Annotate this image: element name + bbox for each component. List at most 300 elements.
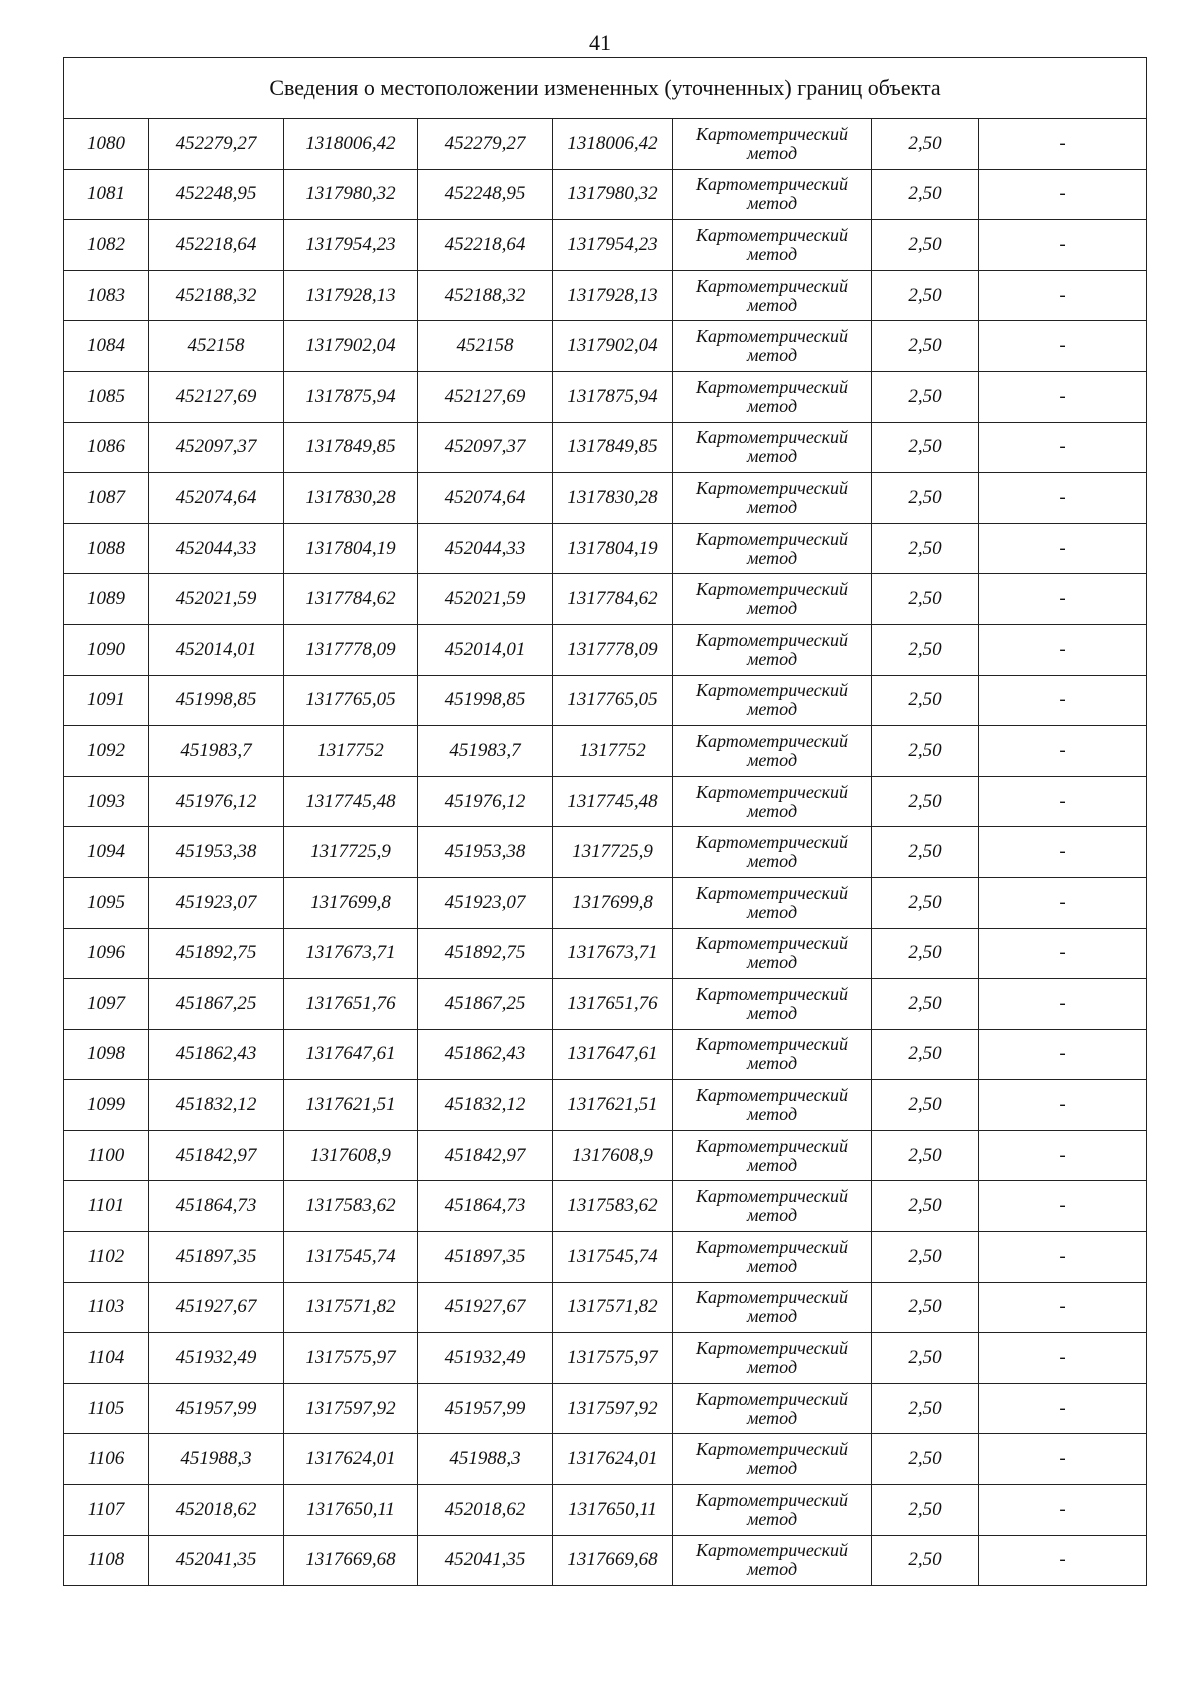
method-text: метод — [746, 1053, 798, 1074]
accuracy-cell: 2,50 — [872, 220, 979, 271]
refined-x-cell: 451983,7 — [418, 726, 553, 777]
description-cell: - — [979, 1333, 1147, 1384]
refined-y-cell: 1317752 — [553, 726, 673, 777]
table-row — [64, 422, 1147, 473]
point-number-cell: 1088 — [64, 523, 149, 574]
method-text: Картометрический — [695, 933, 848, 954]
refined-y-cell: 1318006,42 — [553, 119, 673, 170]
table-row — [64, 473, 1147, 524]
table-row — [64, 1232, 1147, 1283]
method-cell — [673, 776, 872, 827]
method-cell — [673, 1434, 872, 1485]
refined-y-cell: 1317608,9 — [553, 1130, 673, 1181]
existing-y-cell: 1317608,9 — [284, 1130, 418, 1181]
accuracy-cell: 2,50 — [872, 321, 979, 372]
refined-x-cell: 452279,27 — [418, 119, 553, 170]
method-text: Картометрический — [695, 477, 848, 498]
method-text: Картометрический — [695, 1540, 848, 1561]
refined-y-cell: 1317647,61 — [553, 1029, 673, 1080]
method-text: метод — [746, 496, 798, 517]
method-text: Картометрический — [695, 983, 848, 1004]
existing-y-cell: 1317778,09 — [284, 624, 418, 675]
method-text: метод — [746, 1407, 798, 1428]
method-text: метод — [746, 749, 798, 770]
point-number-cell: 1097 — [64, 979, 149, 1030]
method-text: метод — [746, 446, 798, 467]
table-row — [64, 1535, 1147, 1586]
existing-x-cell: 452158 — [149, 321, 284, 372]
existing-y-cell: 1317902,04 — [284, 321, 418, 372]
method-text: метод — [746, 800, 798, 821]
point-number-cell: 1083 — [64, 270, 149, 321]
description-cell: - — [979, 574, 1147, 625]
method-text: Картометрический — [695, 579, 848, 600]
method-cell — [673, 1333, 872, 1384]
existing-x-cell: 452127,69 — [149, 371, 284, 422]
method-cell — [673, 574, 872, 625]
description-cell: - — [979, 523, 1147, 574]
existing-x-cell: 451976,12 — [149, 776, 284, 827]
refined-x-cell: 452218,64 — [418, 220, 553, 271]
table-row — [64, 1130, 1147, 1181]
refined-y-cell: 1317745,48 — [553, 776, 673, 827]
method-text: Картометрический — [695, 1135, 848, 1156]
point-number-cell: 1081 — [64, 169, 149, 220]
refined-y-cell: 1317669,68 — [553, 1535, 673, 1586]
existing-y-cell: 1317699,8 — [284, 877, 418, 928]
description-cell: - — [979, 1485, 1147, 1536]
method-text: Картометрический — [695, 174, 848, 195]
method-text: метод — [746, 142, 798, 163]
accuracy-cell: 2,50 — [872, 1130, 979, 1181]
existing-x-cell: 451867,25 — [149, 979, 284, 1030]
refined-y-cell: 1317575,97 — [553, 1333, 673, 1384]
table-row — [64, 1282, 1147, 1333]
refined-x-cell: 452097,37 — [418, 422, 553, 473]
method-text: метод — [746, 345, 798, 366]
method-text: Картометрический — [695, 224, 848, 245]
existing-y-cell: 1317647,61 — [284, 1029, 418, 1080]
refined-y-cell: 1317778,09 — [553, 624, 673, 675]
table-row — [64, 1434, 1147, 1485]
refined-y-cell: 1317545,74 — [553, 1232, 673, 1283]
point-number-cell: 1080 — [64, 119, 149, 170]
existing-y-cell: 1317752 — [284, 726, 418, 777]
refined-x-cell: 452188,32 — [418, 270, 553, 321]
existing-x-cell: 452021,59 — [149, 574, 284, 625]
existing-y-cell: 1317575,97 — [284, 1333, 418, 1384]
method-text: метод — [746, 547, 798, 568]
existing-y-cell: 1317545,74 — [284, 1232, 418, 1283]
table-row — [64, 726, 1147, 777]
description-cell: - — [979, 827, 1147, 878]
point-number-cell: 1091 — [64, 675, 149, 726]
method-text: Картометрический — [695, 1034, 848, 1055]
existing-y-cell: 1317651,76 — [284, 979, 418, 1030]
existing-y-cell: 1317725,9 — [284, 827, 418, 878]
accuracy-cell: 2,50 — [872, 928, 979, 979]
accuracy-cell: 2,50 — [872, 979, 979, 1030]
existing-y-cell: 1317650,11 — [284, 1485, 418, 1536]
method-text: метод — [746, 1559, 798, 1580]
accuracy-cell: 2,50 — [872, 422, 979, 473]
method-cell — [673, 169, 872, 220]
refined-y-cell: 1317875,94 — [553, 371, 673, 422]
method-cell — [673, 979, 872, 1030]
point-number-cell: 1087 — [64, 473, 149, 524]
accuracy-cell: 2,50 — [872, 1383, 979, 1434]
table-row — [64, 979, 1147, 1030]
refined-x-cell: 452127,69 — [418, 371, 553, 422]
description-cell: - — [979, 675, 1147, 726]
method-text: Картометрический — [695, 376, 848, 397]
existing-y-cell: 1317928,13 — [284, 270, 418, 321]
description-cell: - — [979, 473, 1147, 524]
refined-y-cell: 1317928,13 — [553, 270, 673, 321]
point-number-cell: 1099 — [64, 1080, 149, 1131]
accuracy-cell: 2,50 — [872, 1029, 979, 1080]
method-cell — [673, 624, 872, 675]
point-number-cell: 1084 — [64, 321, 149, 372]
description-cell: - — [979, 220, 1147, 271]
existing-x-cell: 451953,38 — [149, 827, 284, 878]
point-number-cell: 1106 — [64, 1434, 149, 1485]
method-text: метод — [746, 851, 798, 872]
method-cell — [673, 220, 872, 271]
method-text: метод — [746, 1205, 798, 1226]
method-cell — [673, 422, 872, 473]
refined-x-cell: 451867,25 — [418, 979, 553, 1030]
accuracy-cell: 2,50 — [872, 1333, 979, 1384]
method-cell — [673, 1535, 872, 1586]
existing-y-cell: 1317954,23 — [284, 220, 418, 271]
existing-x-cell: 451864,73 — [149, 1181, 284, 1232]
method-text: метод — [746, 1357, 798, 1378]
method-cell — [673, 371, 872, 422]
method-text: метод — [746, 193, 798, 214]
refined-x-cell: 451842,97 — [418, 1130, 553, 1181]
description-cell: - — [979, 726, 1147, 777]
existing-x-cell: 452041,35 — [149, 1535, 284, 1586]
table-caption-row — [64, 58, 1147, 119]
existing-y-cell: 1317624,01 — [284, 1434, 418, 1485]
method-cell — [673, 473, 872, 524]
description-cell: - — [979, 979, 1147, 1030]
method-text: Картометрический — [695, 1236, 848, 1257]
method-text: метод — [746, 1255, 798, 1276]
existing-y-cell: 1317849,85 — [284, 422, 418, 473]
point-number-cell: 1094 — [64, 827, 149, 878]
refined-y-cell: 1317954,23 — [553, 220, 673, 271]
method-text: Картометрический — [695, 528, 848, 549]
method-cell — [673, 877, 872, 928]
table-row — [64, 220, 1147, 271]
accuracy-cell: 2,50 — [872, 675, 979, 726]
method-text: метод — [746, 395, 798, 416]
point-number-cell: 1086 — [64, 422, 149, 473]
method-text: Картометрический — [695, 1439, 848, 1460]
existing-x-cell: 451998,85 — [149, 675, 284, 726]
existing-x-cell: 451832,12 — [149, 1080, 284, 1131]
accuracy-cell: 2,50 — [872, 1181, 979, 1232]
accuracy-cell: 2,50 — [872, 1535, 979, 1586]
table-row — [64, 523, 1147, 574]
refined-x-cell: 451864,73 — [418, 1181, 553, 1232]
existing-y-cell: 1317830,28 — [284, 473, 418, 524]
accuracy-cell: 2,50 — [872, 473, 979, 524]
point-number-cell: 1093 — [64, 776, 149, 827]
existing-x-cell: 451842,97 — [149, 1130, 284, 1181]
refined-x-cell: 451897,35 — [418, 1232, 553, 1283]
refined-y-cell: 1317571,82 — [553, 1282, 673, 1333]
boundary-coordinates-table — [63, 57, 1147, 1586]
method-cell — [673, 1485, 872, 1536]
description-cell: - — [979, 1535, 1147, 1586]
table-row — [64, 169, 1147, 220]
existing-y-cell: 1317583,62 — [284, 1181, 418, 1232]
refined-y-cell: 1317673,71 — [553, 928, 673, 979]
refined-y-cell: 1317902,04 — [553, 321, 673, 372]
method-text: Картометрический — [695, 1338, 848, 1359]
accuracy-cell: 2,50 — [872, 776, 979, 827]
refined-x-cell: 451892,75 — [418, 928, 553, 979]
description-cell: - — [979, 928, 1147, 979]
existing-x-cell: 451862,43 — [149, 1029, 284, 1080]
point-number-cell: 1085 — [64, 371, 149, 422]
method-text: метод — [746, 699, 798, 720]
method-text: Картометрический — [695, 730, 848, 751]
table-row — [64, 371, 1147, 422]
existing-y-cell: 1317765,05 — [284, 675, 418, 726]
refined-y-cell: 1317804,19 — [553, 523, 673, 574]
method-text: метод — [746, 1104, 798, 1125]
method-cell — [673, 119, 872, 170]
existing-y-cell: 1317621,51 — [284, 1080, 418, 1131]
description-cell: - — [979, 1130, 1147, 1181]
description-cell: - — [979, 1434, 1147, 1485]
point-number-cell: 1082 — [64, 220, 149, 271]
refined-y-cell: 1317830,28 — [553, 473, 673, 524]
existing-x-cell: 452044,33 — [149, 523, 284, 574]
method-text: Картометрический — [695, 1388, 848, 1409]
accuracy-cell: 2,50 — [872, 1080, 979, 1131]
method-cell — [673, 1181, 872, 1232]
method-text: Картометрический — [695, 275, 848, 296]
refined-x-cell: 451832,12 — [418, 1080, 553, 1131]
refined-y-cell: 1317583,62 — [553, 1181, 673, 1232]
method-text: Картометрический — [695, 629, 848, 650]
refined-x-cell: 451998,85 — [418, 675, 553, 726]
refined-y-cell: 1317650,11 — [553, 1485, 673, 1536]
existing-x-cell: 451892,75 — [149, 928, 284, 979]
method-cell — [673, 1130, 872, 1181]
table-row — [64, 624, 1147, 675]
existing-y-cell: 1317597,92 — [284, 1383, 418, 1434]
method-cell — [673, 270, 872, 321]
refined-y-cell: 1317651,76 — [553, 979, 673, 1030]
existing-y-cell: 1317745,48 — [284, 776, 418, 827]
table-row — [64, 877, 1147, 928]
refined-x-cell: 451976,12 — [418, 776, 553, 827]
accuracy-cell: 2,50 — [872, 1485, 979, 1536]
refined-x-cell: 452074,64 — [418, 473, 553, 524]
method-cell — [673, 1080, 872, 1131]
description-cell: - — [979, 1383, 1147, 1434]
method-cell — [673, 1282, 872, 1333]
refined-x-cell: 452158 — [418, 321, 553, 372]
description-cell: - — [979, 1232, 1147, 1283]
table-row — [64, 321, 1147, 372]
existing-y-cell: 1317804,19 — [284, 523, 418, 574]
description-cell: - — [979, 119, 1147, 170]
point-number-cell: 1100 — [64, 1130, 149, 1181]
accuracy-cell: 2,50 — [872, 624, 979, 675]
method-cell — [673, 827, 872, 878]
method-text: Картометрический — [695, 680, 848, 701]
point-number-cell: 1105 — [64, 1383, 149, 1434]
point-number-cell: 1108 — [64, 1535, 149, 1586]
method-cell — [673, 523, 872, 574]
accuracy-cell: 2,50 — [872, 726, 979, 777]
existing-x-cell: 451957,99 — [149, 1383, 284, 1434]
method-text: метод — [746, 952, 798, 973]
accuracy-cell: 2,50 — [872, 169, 979, 220]
table-row — [64, 1383, 1147, 1434]
description-cell: - — [979, 877, 1147, 928]
refined-y-cell: 1317849,85 — [553, 422, 673, 473]
existing-x-cell: 451923,07 — [149, 877, 284, 928]
method-text: Картометрический — [695, 1287, 848, 1308]
existing-x-cell: 451897,35 — [149, 1232, 284, 1283]
method-text: Картометрический — [695, 326, 848, 347]
refined-y-cell: 1317699,8 — [553, 877, 673, 928]
existing-x-cell: 452218,64 — [149, 220, 284, 271]
existing-x-cell: 452074,64 — [149, 473, 284, 524]
table-row — [64, 1333, 1147, 1384]
existing-x-cell: 452188,32 — [149, 270, 284, 321]
table-row — [64, 270, 1147, 321]
existing-x-cell: 452014,01 — [149, 624, 284, 675]
existing-y-cell: 1317673,71 — [284, 928, 418, 979]
point-number-cell: 1098 — [64, 1029, 149, 1080]
refined-x-cell: 452041,35 — [418, 1535, 553, 1586]
description-cell: - — [979, 624, 1147, 675]
method-cell — [673, 1029, 872, 1080]
point-number-cell: 1104 — [64, 1333, 149, 1384]
refined-x-cell: 451953,38 — [418, 827, 553, 878]
accuracy-cell: 2,50 — [872, 877, 979, 928]
method-cell — [673, 1232, 872, 1283]
method-text: метод — [746, 1002, 798, 1023]
description-cell: - — [979, 422, 1147, 473]
accuracy-cell: 2,50 — [872, 371, 979, 422]
existing-y-cell: 1318006,42 — [284, 119, 418, 170]
method-cell — [673, 675, 872, 726]
method-cell — [673, 928, 872, 979]
table-row — [64, 1029, 1147, 1080]
refined-x-cell: 452021,59 — [418, 574, 553, 625]
page-number: 41 — [589, 30, 611, 55]
method-text: метод — [746, 598, 798, 619]
table-row — [64, 574, 1147, 625]
description-cell: - — [979, 1282, 1147, 1333]
point-number-cell: 1101 — [64, 1181, 149, 1232]
point-number-cell: 1090 — [64, 624, 149, 675]
method-text: Картометрический — [695, 1186, 848, 1207]
table-caption: Сведения о местоположении измененных (уточненных) границ объекта — [64, 58, 1147, 119]
description-cell: - — [979, 1181, 1147, 1232]
method-text: Картометрический — [695, 123, 848, 144]
point-number-cell: 1096 — [64, 928, 149, 979]
table-row — [64, 827, 1147, 878]
refined-x-cell: 452044,33 — [418, 523, 553, 574]
refined-x-cell: 451927,67 — [418, 1282, 553, 1333]
existing-x-cell: 451988,3 — [149, 1434, 284, 1485]
refined-y-cell: 1317624,01 — [553, 1434, 673, 1485]
accuracy-cell: 2,50 — [872, 1282, 979, 1333]
refined-x-cell: 451957,99 — [418, 1383, 553, 1434]
method-text: Картометрический — [695, 882, 848, 903]
table-row — [64, 1181, 1147, 1232]
method-text: метод — [746, 901, 798, 922]
existing-y-cell: 1317571,82 — [284, 1282, 418, 1333]
point-number-cell: 1092 — [64, 726, 149, 777]
accuracy-cell: 2,50 — [872, 119, 979, 170]
refined-x-cell: 451923,07 — [418, 877, 553, 928]
refined-x-cell: 451988,3 — [418, 1434, 553, 1485]
description-cell: - — [979, 270, 1147, 321]
refined-y-cell: 1317621,51 — [553, 1080, 673, 1131]
table-row — [64, 1485, 1147, 1536]
refined-x-cell: 451932,49 — [418, 1333, 553, 1384]
refined-x-cell: 452014,01 — [418, 624, 553, 675]
refined-y-cell: 1317725,9 — [553, 827, 673, 878]
table-row — [64, 119, 1147, 170]
point-number-cell: 1089 — [64, 574, 149, 625]
existing-x-cell: 451927,67 — [149, 1282, 284, 1333]
method-text: Картометрический — [695, 832, 848, 853]
method-text: Картометрический — [695, 427, 848, 448]
method-text: Картометрический — [695, 1085, 848, 1106]
existing-x-cell: 452279,27 — [149, 119, 284, 170]
point-number-cell: 1095 — [64, 877, 149, 928]
existing-y-cell: 1317784,62 — [284, 574, 418, 625]
refined-y-cell: 1317980,32 — [553, 169, 673, 220]
existing-x-cell: 452018,62 — [149, 1485, 284, 1536]
table-row — [64, 928, 1147, 979]
description-cell: - — [979, 321, 1147, 372]
method-text: метод — [746, 1154, 798, 1175]
description-cell: - — [979, 1080, 1147, 1131]
accuracy-cell: 2,50 — [872, 1434, 979, 1485]
description-cell: - — [979, 1029, 1147, 1080]
description-cell: - — [979, 371, 1147, 422]
point-number-cell: 1107 — [64, 1485, 149, 1536]
refined-y-cell: 1317765,05 — [553, 675, 673, 726]
existing-x-cell: 451983,7 — [149, 726, 284, 777]
method-text: метод — [746, 1458, 798, 1479]
accuracy-cell: 2,50 — [872, 827, 979, 878]
existing-x-cell: 451932,49 — [149, 1333, 284, 1384]
refined-y-cell: 1317597,92 — [553, 1383, 673, 1434]
existing-y-cell: 1317875,94 — [284, 371, 418, 422]
method-cell — [673, 1383, 872, 1434]
method-text: метод — [746, 243, 798, 264]
method-text: Картометрический — [695, 1489, 848, 1510]
method-cell — [673, 321, 872, 372]
refined-x-cell: 452018,62 — [418, 1485, 553, 1536]
accuracy-cell: 2,50 — [872, 270, 979, 321]
